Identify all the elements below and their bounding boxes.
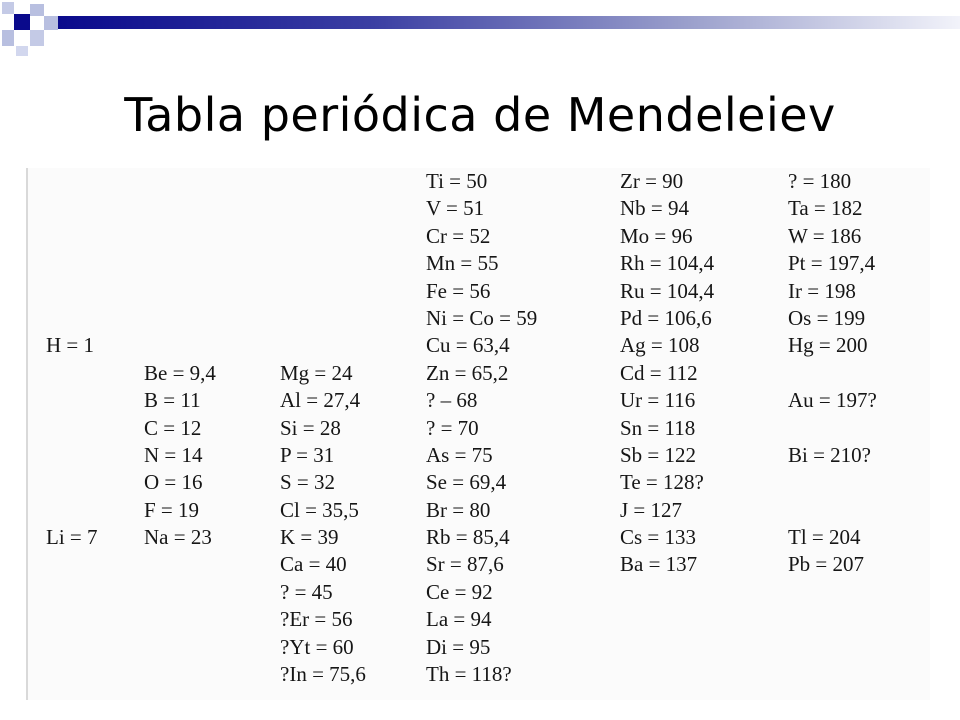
- table-column: [144, 168, 216, 688]
- element-entry: Te = 128?: [620, 470, 704, 495]
- element-entry: P = 31: [280, 442, 335, 467]
- slide-title: Tabla periódica de Mendeleiev: [124, 88, 836, 142]
- element-entry: Sb = 122: [620, 442, 697, 467]
- element-entry: Ir = 198: [788, 278, 856, 303]
- element-entry: La = 94: [426, 607, 492, 632]
- element-entry: Bi = 210?: [788, 442, 872, 467]
- element-entry: ?Er = 56: [280, 607, 353, 632]
- element-entry: Ni = Co = 59: [426, 305, 538, 330]
- element-entry: Cu = 63,4: [426, 333, 510, 358]
- element-entry: Ba = 137: [620, 552, 698, 577]
- element-entry: Mn = 55: [426, 251, 499, 276]
- element-entry: Ce = 92: [426, 579, 493, 604]
- element-entry: Na = 23: [144, 525, 212, 550]
- element-entry: ? = 70: [426, 415, 479, 440]
- element-entry: Mo = 96: [620, 223, 693, 248]
- element-entry: K = 39: [280, 525, 339, 550]
- element-entry: Rh = 104,4: [620, 251, 715, 276]
- element-entry: Mg = 24: [280, 360, 353, 385]
- element-entry: ?In = 75,6: [280, 662, 366, 687]
- decorative-square: [2, 30, 14, 46]
- element-entry: Pb = 207: [788, 552, 865, 577]
- element-entry: Cl = 35,5: [280, 497, 359, 522]
- element-entry: Rb = 85,4: [426, 525, 510, 550]
- element-entry: ? = 180: [788, 169, 852, 193]
- decorative-square: [30, 4, 44, 16]
- decorative-square: [2, 2, 14, 14]
- element-entry: W = 186: [788, 223, 862, 248]
- element-entry: Di = 95: [426, 634, 491, 659]
- element-entry: Ur = 116: [620, 388, 696, 413]
- table-column: [46, 168, 98, 688]
- table-column: [788, 168, 877, 688]
- decorative-square: [44, 16, 58, 30]
- mendeleev-table: [26, 168, 930, 700]
- element-entry: Pt = 197,4: [788, 251, 876, 276]
- table-column: [620, 168, 714, 688]
- element-entry: Ag = 108: [620, 333, 700, 358]
- element-entry: Au = 197?: [788, 388, 877, 413]
- element-entry: J = 127: [620, 497, 683, 522]
- element-entry: Al = 27,4: [280, 388, 361, 413]
- element-entry: Th = 118?: [426, 662, 512, 687]
- table-column: [426, 168, 537, 688]
- table-column: [280, 168, 366, 688]
- element-entry: Sr = 87,6: [426, 552, 504, 577]
- element-entry: Sn = 118: [620, 415, 696, 440]
- element-entry: C = 12: [144, 415, 202, 440]
- element-entry: Zn = 65,2: [426, 360, 509, 385]
- element-entry: Cr = 52: [426, 223, 491, 248]
- element-entry: Fe = 56: [426, 278, 491, 303]
- decorative-square: [30, 30, 44, 46]
- element-entry: Zr = 90: [620, 169, 684, 193]
- element-entry: Br = 80: [426, 497, 491, 522]
- element-entry: O = 16: [144, 470, 203, 495]
- decorative-square: [14, 14, 30, 30]
- element-entry: Si = 28: [280, 415, 341, 440]
- element-entry: N = 14: [144, 442, 203, 467]
- element-entry: Li = 7: [46, 525, 98, 550]
- element-entry: ?Yt = 60: [280, 634, 354, 659]
- element-entry: Se = 69,4: [426, 470, 507, 495]
- element-entry: ? = 45: [280, 579, 333, 604]
- element-entry: Ti = 50: [426, 169, 488, 193]
- element-entry: Ru = 104,4: [620, 278, 715, 303]
- element-entry: Ca = 40: [280, 552, 347, 577]
- element-entry: ? – 68: [426, 388, 478, 413]
- decorative-square: [16, 46, 28, 56]
- element-entry: As = 75: [426, 442, 493, 467]
- element-entry: S = 32: [280, 470, 336, 495]
- element-entry: Os = 199: [788, 305, 866, 330]
- element-entry: H = 1: [46, 333, 95, 358]
- element-entry: Pd = 106,6: [620, 305, 712, 330]
- element-entry: V = 51: [426, 196, 485, 221]
- element-entry: Ta = 182: [788, 196, 863, 221]
- element-entry: F = 19: [144, 497, 200, 522]
- element-entry: Nb = 94: [620, 196, 690, 221]
- element-entry: Be = 9,4: [144, 360, 216, 385]
- element-entry: Tl = 204: [788, 525, 861, 550]
- element-entry: Cs = 133: [620, 525, 697, 550]
- element-entry: B = 11: [144, 388, 201, 413]
- header-gradient-bar: [58, 16, 960, 29]
- element-entry: Hg = 200: [788, 333, 868, 358]
- element-entry: Cd = 112: [620, 360, 698, 385]
